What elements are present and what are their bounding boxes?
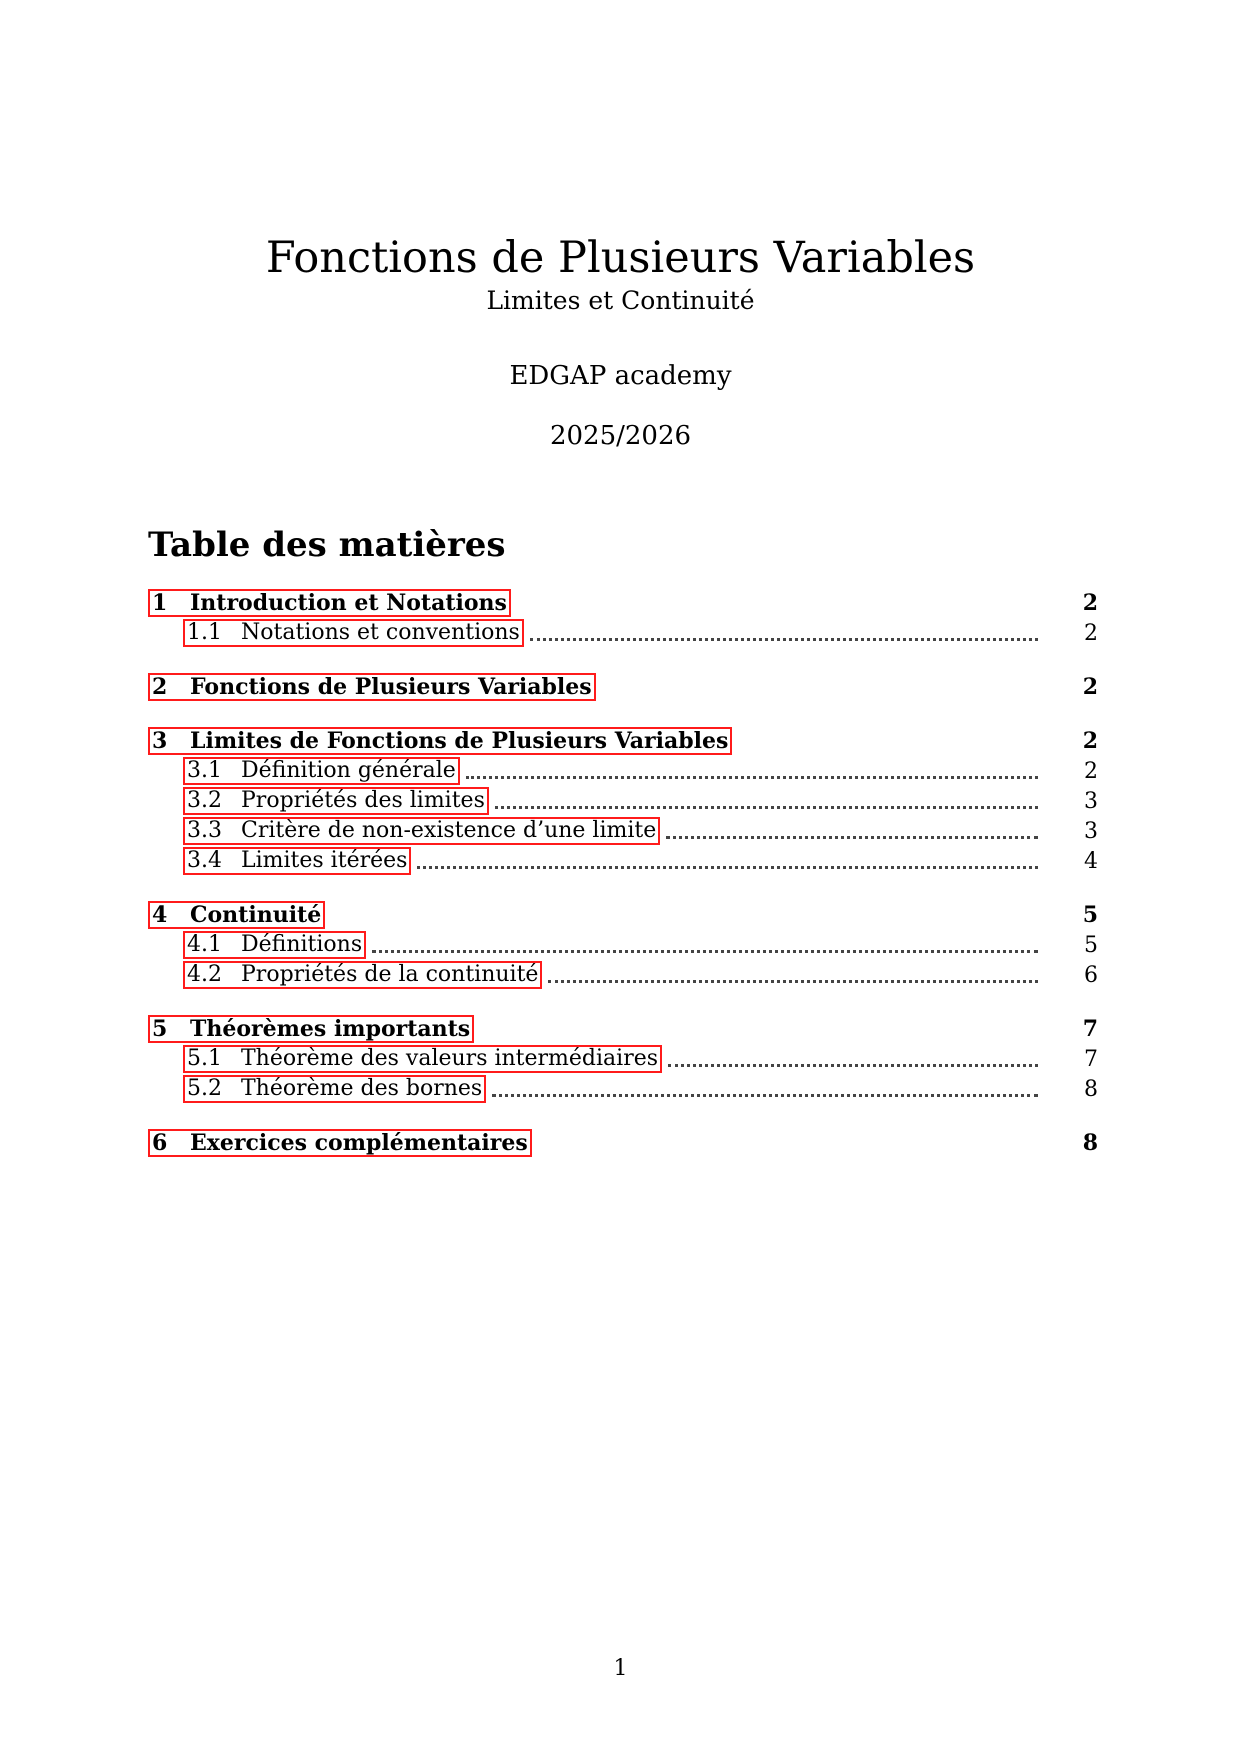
toc-entry-section: [148, 1128, 1098, 1158]
toc-subsection-link[interactable]: [183, 787, 489, 815]
toc-entry-subsection: [148, 1074, 1098, 1104]
toc-section: [148, 1128, 1098, 1158]
toc-subsection-link[interactable]: [183, 961, 542, 989]
toc-subsection-number: 4.2: [187, 962, 222, 987]
toc-section-link[interactable]: [148, 727, 732, 755]
toc-subsection-label: Définition générale: [241, 758, 456, 783]
toc-section: [148, 1014, 1098, 1104]
toc-entry-subsection: [148, 786, 1098, 816]
toc-dot-leader: [417, 866, 1038, 869]
toc-entry-subsection: [148, 816, 1098, 846]
toc-subsection-page: 8: [1084, 1076, 1098, 1102]
toc-subsection-label: Critère de non-existence d’une limite: [241, 818, 657, 843]
toc-entry-section: [148, 900, 1098, 930]
toc-section-link[interactable]: [148, 901, 325, 929]
toc-subsection-number: 1.1: [187, 620, 222, 645]
toc-section: [148, 726, 1098, 876]
document-date: 2025/2026: [549, 421, 692, 451]
toc-subsection-link[interactable]: [183, 931, 366, 959]
toc-section-link[interactable]: [148, 1015, 474, 1043]
toc-subsection-number: 3.4: [187, 848, 222, 873]
toc-section-label: Limites de Fonctions de Plusieurs Variables: [190, 728, 729, 754]
toc-entry-subsection: [148, 1044, 1098, 1074]
toc-section-label: Introduction et Notations: [190, 590, 507, 616]
toc-subsection-number: 4.1: [187, 932, 222, 957]
toc-section-page: 2: [1082, 728, 1098, 754]
toc-subsection-page: 2: [1084, 620, 1098, 646]
toc-subsection-link[interactable]: [183, 1075, 486, 1103]
toc-subsection-page: 6: [1084, 962, 1098, 988]
toc-section-link[interactable]: [148, 589, 511, 617]
toc-subsection-page: 7: [1084, 1046, 1098, 1072]
toc-section-label: Continuité: [190, 902, 322, 928]
toc-section-number: 1: [152, 590, 168, 616]
toc-subsection-page: 3: [1084, 818, 1098, 844]
toc-section: [148, 672, 1098, 702]
toc-entry-section: [148, 588, 1098, 618]
toc-subsection-link[interactable]: [183, 1045, 662, 1073]
document-title: Fonctions de Plusieurs Variables: [265, 233, 976, 283]
toc-section-label: Exercices complémentaires: [190, 1130, 528, 1156]
toc-section-number: 2: [152, 674, 168, 700]
toc-section-page: 7: [1082, 1016, 1098, 1042]
toc-dot-leader: [492, 1094, 1038, 1097]
toc-subsection-number: 5.2: [187, 1076, 222, 1101]
toc-heading: Table des matières: [148, 525, 506, 565]
toc-dot-leader: [530, 638, 1038, 641]
toc-subsection-number: 3.2: [187, 788, 222, 813]
toc-entry-section: [148, 726, 1098, 756]
toc-entry-section: [148, 1014, 1098, 1044]
toc-subsection-label: Propriétés de la continuité: [241, 962, 539, 987]
toc-section: [148, 900, 1098, 990]
toc-section-label: Fonctions de Plusieurs Variables: [190, 674, 592, 700]
document-subtitle: Limites et Continuité: [486, 286, 755, 315]
toc-entry-subsection: [148, 618, 1098, 648]
toc-subsection-label: Théorème des valeurs intermédiaires: [241, 1046, 659, 1071]
toc-entry-section: [148, 672, 1098, 702]
toc-section-number: 6: [152, 1130, 168, 1156]
toc-section-link[interactable]: [148, 1129, 532, 1157]
toc-section: [148, 588, 1098, 648]
toc-subsection-page: 4: [1084, 848, 1098, 874]
toc-section-number: 5: [152, 1016, 168, 1042]
toc-section-link[interactable]: [148, 673, 596, 701]
table-of-contents: [148, 588, 1098, 1182]
toc-subsection-label: Limites itérées: [241, 848, 408, 873]
toc-dot-leader: [466, 776, 1038, 779]
toc-section-page: 5: [1082, 902, 1098, 928]
toc-subsection-page: 2: [1084, 758, 1098, 784]
toc-subsection-link[interactable]: [183, 619, 524, 647]
toc-subsection-label: Définitions: [241, 932, 363, 957]
toc-dot-leader: [668, 1064, 1038, 1067]
toc-entry-subsection: [148, 930, 1098, 960]
toc-subsection-label: Notations et conventions: [241, 620, 520, 645]
toc-subsection-page: 5: [1084, 932, 1098, 958]
toc-dot-leader: [666, 836, 1038, 839]
toc-subsection-label: Théorème des bornes: [241, 1076, 483, 1101]
toc-dot-leader: [495, 806, 1038, 809]
toc-entry-subsection: [148, 960, 1098, 990]
toc-section-page: 2: [1082, 590, 1098, 616]
toc-section-label: Théorèmes importants: [190, 1016, 471, 1042]
toc-subsection-number: 3.3: [187, 818, 222, 843]
toc-section-number: 3: [152, 728, 168, 754]
page-number: 1: [613, 1656, 628, 1681]
document-author: EDGAP academy: [509, 361, 732, 391]
toc-subsection-link[interactable]: [183, 817, 660, 845]
toc-entry-subsection: [148, 756, 1098, 786]
toc-dot-leader: [372, 950, 1038, 953]
toc-section-page: 2: [1082, 674, 1098, 700]
toc-section-page: 8: [1082, 1130, 1098, 1156]
toc-subsection-link[interactable]: [183, 847, 411, 875]
toc-subsection-number: 3.1: [187, 758, 222, 783]
toc-subsection-number: 5.1: [187, 1046, 222, 1071]
toc-entry-subsection: [148, 846, 1098, 876]
toc-section-number: 4: [152, 902, 168, 928]
toc-subsection-link[interactable]: [183, 757, 460, 785]
toc-subsection-page: 3: [1084, 788, 1098, 814]
toc-dot-leader: [548, 980, 1038, 983]
toc-subsection-label: Propriétés des limites: [241, 788, 485, 813]
